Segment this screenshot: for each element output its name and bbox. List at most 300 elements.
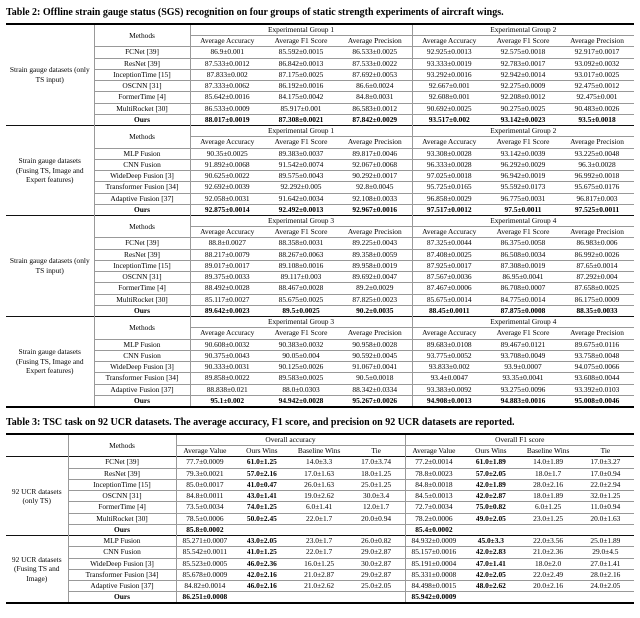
value-cell: 96.292±0.0029: [486, 159, 560, 170]
value-cell: 91.642±0.0034: [264, 193, 338, 204]
method-cell: OSCNN [31]: [94, 81, 190, 92]
value-cell: 89.692±0.0047: [338, 272, 412, 283]
value-cell: 86.992±0.0026: [560, 249, 634, 260]
value-cell: 93.017±0.0025: [560, 69, 634, 80]
value-cell: 90.275±0.0025: [486, 103, 560, 114]
value-cell: 18.0±1.7: [520, 468, 577, 479]
methods-header: Methods: [94, 24, 190, 47]
group-header: Experimental Group 4: [412, 317, 634, 328]
subcol-header: Average F1 Score: [486, 227, 560, 238]
group-header: Experimental Group 1: [190, 24, 412, 36]
value-cell: 92.058±0.0031: [190, 193, 264, 204]
value-cell: 93.35±0.0041: [486, 373, 560, 384]
value-cell: 74.0±1.25: [233, 502, 290, 513]
value-cell: 93.517±0.002: [412, 114, 486, 125]
value-cell: 43.0±2.05: [233, 536, 290, 547]
value-cell: 93.092±0.0032: [560, 58, 634, 69]
value-cell: 96.775±0.0031: [486, 193, 560, 204]
value-cell: 57.0±2.16: [233, 468, 290, 479]
value-cell: 84.775±0.0014: [486, 294, 560, 305]
method-cell: InceptionTime [15]: [68, 479, 176, 490]
value-cell: 96.817±0.003: [560, 193, 634, 204]
value-cell: 95.592±0.0173: [486, 182, 560, 193]
value-cell: [520, 524, 577, 535]
value-cell: 91.542±0.0074: [264, 159, 338, 170]
value-cell: 96.992±0.0018: [560, 171, 634, 182]
value-cell: 43.0±1.41: [233, 491, 290, 502]
value-cell: 95.267±0.0026: [338, 395, 412, 407]
value-cell: 84.82±0.0014: [176, 581, 233, 592]
method-cell: WideDeep Fusion [3]: [94, 171, 190, 182]
value-cell: [577, 524, 634, 535]
method-cell: ResNet [39]: [68, 468, 176, 479]
value-cell: 92.667±0.001: [412, 81, 486, 92]
value-cell: 90.592±0.0045: [338, 350, 412, 361]
group-header: Experimental Group 1: [190, 126, 412, 137]
value-cell: 22.0±2.94: [577, 479, 634, 490]
value-cell: 89.683±0.0108: [412, 339, 486, 350]
table3-caption-text: TSC task on 92 UCR datasets. The average accuracy, F1 score, and precision on 92 UCR datasets are reported.: [42, 416, 515, 428]
method-cell: MLP Fusion: [94, 339, 190, 350]
method-cell: Adaptive Fusion [37]: [94, 384, 190, 395]
value-cell: 86.583±0.0012: [338, 103, 412, 114]
value-cell: 93.4±0.0047: [412, 373, 486, 384]
value-cell: 92.108±0.0033: [338, 193, 412, 204]
value-cell: 87.308±0.0021: [264, 114, 338, 125]
value-cell: 23.0±1.7: [291, 536, 348, 547]
subcol-header: Average Value: [405, 446, 462, 457]
subcol-header: Average Accuracy: [412, 36, 486, 47]
value-cell: 20.0±2.16: [520, 581, 577, 592]
method-cell: Transformer Fusion [34]: [94, 373, 190, 384]
method-cell: Ours: [94, 114, 190, 125]
value-cell: 49.0±2.05: [462, 513, 519, 524]
value-cell: [520, 592, 577, 604]
value-cell: 92.208±0.0012: [486, 92, 560, 103]
subcol-header: Average F1 Score: [264, 328, 338, 339]
value-cell: 86.842±0.0013: [264, 58, 338, 69]
subcol-header: Ours Wins: [462, 446, 519, 457]
value-cell: 92.492±0.0013: [264, 204, 338, 215]
value-cell: 93.142±0.0039: [486, 148, 560, 159]
value-cell: 88.45±0.0011: [412, 305, 486, 316]
group-header: Experimental Group 3: [190, 215, 412, 226]
value-cell: 92.783±0.0017: [486, 58, 560, 69]
subcol-header: Average Accuracy: [412, 227, 486, 238]
value-cell: 90.692±0.0025: [412, 103, 486, 114]
subcol-header: Ours Wins: [233, 446, 290, 457]
value-cell: 90.35±0.0025: [190, 148, 264, 159]
value-cell: 85.8±0.0002: [176, 524, 233, 535]
method-cell: Adaptive Fusion [37]: [68, 581, 176, 592]
value-cell: 96.333±0.0028: [412, 159, 486, 170]
value-cell: [348, 592, 405, 604]
value-cell: 46.0±2.36: [233, 558, 290, 569]
value-cell: 93.308±0.0028: [412, 148, 486, 159]
value-cell: 89.108±0.0016: [264, 260, 338, 271]
value-cell: 22.0±1.7: [291, 547, 348, 558]
value-cell: 85.191±0.0004: [405, 558, 462, 569]
value-cell: 86.192±0.0016: [264, 81, 338, 92]
value-cell: 86.533±0.0009: [190, 103, 264, 114]
value-cell: 93.833±0.002: [412, 362, 486, 373]
row-label-cell: Strain gauge datasets (only TS input): [6, 24, 94, 126]
value-cell: 96.942±0.0019: [486, 171, 560, 182]
value-cell: 85.271±0.0007: [176, 536, 233, 547]
group-header: Experimental Group 4: [412, 215, 634, 226]
value-cell: 92.067±0.0068: [338, 159, 412, 170]
value-cell: 50.0±2.45: [233, 513, 290, 524]
value-cell: 97.517±0.0012: [412, 204, 486, 215]
value-cell: 84.498±0.0015: [405, 581, 462, 592]
value-cell: 92.942±0.0014: [486, 69, 560, 80]
table2-results-table: [6, 23, 634, 408]
method-cell: WideDeep Fusion [3]: [68, 558, 176, 569]
value-cell: 85.117±0.0027: [190, 294, 264, 305]
subcol-header: Average Precision: [338, 328, 412, 339]
value-cell: 41.0±1.25: [233, 547, 290, 558]
value-cell: 14.0±3.3: [291, 457, 348, 468]
method-cell: Ours: [94, 395, 190, 407]
row-label-cell: 92 UCR datasets (Fusing TS and Image): [6, 536, 68, 604]
value-cell: 92.925±0.0013: [412, 47, 486, 58]
value-cell: 23.0±1.25: [520, 513, 577, 524]
subcol-header: Average F1 Score: [264, 227, 338, 238]
value-cell: 18.0±2.0: [520, 558, 577, 569]
value-cell: 88.492±0.0028: [190, 283, 264, 294]
value-cell: 87.408±0.0025: [412, 249, 486, 260]
method-cell: WideDeep Fusion [3]: [94, 362, 190, 373]
value-cell: 25.0±1.89: [577, 536, 634, 547]
value-cell: 94.942±0.0028: [264, 395, 338, 407]
value-cell: 85.917±0.001: [264, 103, 338, 114]
value-cell: 87.925±0.0017: [412, 260, 486, 271]
value-cell: 93.775±0.0052: [412, 350, 486, 361]
subcol-header: Average Accuracy: [190, 227, 264, 238]
value-cell: 93.333±0.0019: [412, 58, 486, 69]
value-cell: 29.0±4.5: [577, 547, 634, 558]
value-cell: 95.725±0.0165: [412, 182, 486, 193]
value-cell: 88.35±0.0033: [560, 305, 634, 316]
value-cell: 90.333±0.0031: [190, 362, 264, 373]
value-cell: 87.842±0.0029: [338, 114, 412, 125]
value-cell: 87.825±0.0023: [338, 294, 412, 305]
value-cell: 89.383±0.0037: [264, 148, 338, 159]
value-cell: 96.858±0.0029: [412, 193, 486, 204]
value-cell: 90.125±0.0026: [264, 362, 338, 373]
value-cell: 46.0±2.16: [233, 581, 290, 592]
value-cell: 77.2±0.0014: [405, 457, 462, 468]
value-cell: 84.175±0.0042: [264, 92, 338, 103]
value-cell: 93.708±0.0049: [486, 350, 560, 361]
table2-caption-label: Table 2:: [6, 7, 41, 18]
subcol-header: Average Accuracy: [190, 328, 264, 339]
value-cell: 95.1±0.002: [190, 395, 264, 407]
method-cell: Ours: [68, 592, 176, 604]
value-cell: 93.9±0.0007: [486, 362, 560, 373]
value-cell: 21.0±2.36: [520, 547, 577, 558]
value-cell: 87.692±0.0053: [338, 69, 412, 80]
value-cell: 87.567±0.0036: [412, 272, 486, 283]
value-cell: 90.292±0.0017: [338, 171, 412, 182]
subcol-header: Average Accuracy: [190, 137, 264, 148]
value-cell: 61.0±1.89: [462, 457, 519, 468]
value-cell: 29.0±2.87: [348, 547, 405, 558]
value-cell: 18.0±1.25: [348, 468, 405, 479]
value-cell: 89.017±0.0017: [190, 260, 264, 271]
row-label-cell: Strain gauge datasets (Fusing TS, Image and Expert features): [6, 126, 94, 216]
value-cell: [291, 524, 348, 535]
value-cell: 86.9±0.001: [190, 47, 264, 58]
value-cell: 85.642±0.0016: [190, 92, 264, 103]
method-cell: ResNet [39]: [94, 249, 190, 260]
value-cell: 86.175±0.0009: [560, 294, 634, 305]
method-cell: Ours: [94, 305, 190, 316]
value-cell: 92.475±0.0012: [560, 81, 634, 92]
subcol-header: Average Precision: [560, 328, 634, 339]
value-cell: 22.0±2.49: [520, 569, 577, 580]
method-cell: CNN Fusion: [94, 159, 190, 170]
method-cell: MLP Fusion: [94, 148, 190, 159]
value-cell: 85.523±0.0005: [176, 558, 233, 569]
subcol-header: Average F1 Score: [486, 36, 560, 47]
subcol-header: Average F1 Score: [264, 137, 338, 148]
value-cell: 85.675±0.0025: [264, 294, 338, 305]
value-cell: 93.292±0.0016: [412, 69, 486, 80]
method-cell: FormerTime [4]: [94, 283, 190, 294]
value-cell: 84.8±0.0011: [176, 491, 233, 502]
value-cell: [233, 592, 290, 604]
value-cell: 28.0±2.16: [577, 569, 634, 580]
method-cell: FCNet [39]: [94, 47, 190, 58]
value-cell: 89.467±0.0121: [486, 339, 560, 350]
method-cell: InceptionTime [15]: [94, 69, 190, 80]
value-cell: 89.858±0.0022: [190, 373, 264, 384]
value-cell: 86.983±0.006: [560, 238, 634, 249]
group-header: Experimental Group 2: [412, 126, 634, 137]
value-cell: 30.0±2.87: [348, 558, 405, 569]
subcol-header: Average F1 Score: [486, 328, 560, 339]
value-cell: 93.383±0.0092: [412, 384, 486, 395]
subcol-header: Average Precision: [338, 227, 412, 238]
subcol-header: Average Accuracy: [412, 137, 486, 148]
value-cell: 20.0±0.94: [348, 513, 405, 524]
value-cell: 97.5±0.0011: [486, 204, 560, 215]
value-cell: 93.392±0.0103: [560, 384, 634, 395]
table3-caption: [6, 417, 634, 429]
value-cell: 92.275±0.0009: [486, 81, 560, 92]
value-cell: 88.0±0.0303: [264, 384, 338, 395]
value-cell: 86.708±0.0007: [486, 283, 560, 294]
value-cell: 88.467±0.0028: [264, 283, 338, 294]
value-cell: 72.7±0.0034: [405, 502, 462, 513]
value-cell: 89.2±0.0029: [338, 283, 412, 294]
value-cell: 90.383±0.0032: [264, 339, 338, 350]
value-cell: 84.8±0.0031: [338, 92, 412, 103]
value-cell: 27.0±1.41: [577, 558, 634, 569]
value-cell: 92.292±0.005: [264, 182, 338, 193]
value-cell: 93.142±0.0023: [486, 114, 560, 125]
row-label-cell: 92 UCR datasets (only TS): [6, 457, 68, 536]
value-cell: 87.467±0.0006: [412, 283, 486, 294]
value-cell: [291, 592, 348, 604]
value-cell: 88.017±0.0019: [190, 114, 264, 125]
row-label-cell: Strain gauge datasets (Fusing TS, Image and Expert features): [6, 317, 94, 407]
value-cell: 88.217±0.0079: [190, 249, 264, 260]
methods-header: Methods: [94, 215, 190, 237]
value-cell: 87.658±0.0025: [560, 283, 634, 294]
value-cell: 94.908±0.0013: [412, 395, 486, 407]
method-cell: MultiRocket [30]: [68, 513, 176, 524]
value-cell: 89.958±0.0019: [338, 260, 412, 271]
value-cell: [462, 524, 519, 535]
value-cell: [462, 592, 519, 604]
value-cell: 89.575±0.0043: [264, 171, 338, 182]
value-cell: 90.958±0.0028: [338, 339, 412, 350]
value-cell: 41.0±0.47: [233, 479, 290, 490]
value-cell: 93.275±0.0096: [486, 384, 560, 395]
table3-results-table: [6, 433, 634, 605]
value-cell: 86.6±0.0024: [338, 81, 412, 92]
value-cell: 89.817±0.0046: [338, 148, 412, 159]
value-cell: 87.292±0.004: [560, 272, 634, 283]
value-cell: 92.917±0.0017: [560, 47, 634, 58]
method-cell: MultiRocket [30]: [94, 294, 190, 305]
value-cell: 87.325±0.0044: [412, 238, 486, 249]
subcol-header: Tie: [348, 446, 405, 457]
value-cell: 42.0±2.05: [462, 569, 519, 580]
value-cell: [233, 524, 290, 535]
method-cell: FCNet [39]: [94, 238, 190, 249]
value-cell: 95.675±0.0176: [560, 182, 634, 193]
value-cell: 97.025±0.0018: [412, 171, 486, 182]
value-cell: 61.0±1.25: [233, 457, 290, 468]
subcol-header: Average Precision: [560, 137, 634, 148]
value-cell: 28.0±2.16: [520, 479, 577, 490]
value-cell: 26.0±0.82: [348, 536, 405, 547]
value-cell: 6.0±1.25: [520, 502, 577, 513]
value-cell: 85.331±0.0008: [405, 569, 462, 580]
value-cell: 87.833±0.002: [190, 69, 264, 80]
value-cell: 85.592±0.0015: [264, 47, 338, 58]
method-cell: FCNet [39]: [68, 457, 176, 468]
method-cell: CNN Fusion: [68, 547, 176, 558]
subcol-header: Baseline Wins: [291, 446, 348, 457]
value-cell: 75.0±0.82: [462, 502, 519, 513]
corner-cell: [6, 434, 68, 457]
value-cell: 84.8±0.0018: [405, 479, 462, 490]
value-cell: 42.0±2.83: [462, 547, 519, 558]
value-cell: 6.0±1.41: [291, 502, 348, 513]
value-cell: 85.942±0.0009: [405, 592, 462, 604]
group-header: Experimental Group 2: [412, 24, 634, 36]
value-cell: 25.0±2.05: [348, 581, 405, 592]
value-cell: 20.0±1.63: [577, 513, 634, 524]
value-cell: 78.5±0.0006: [176, 513, 233, 524]
value-cell: 92.575±0.0018: [486, 47, 560, 58]
value-cell: 42.0±1.89: [462, 479, 519, 490]
value-cell: 89.5±0.0025: [264, 305, 338, 316]
value-cell: 89.375±0.0033: [190, 272, 264, 283]
value-cell: 79.3±0.0021: [176, 468, 233, 479]
method-cell: InceptionTime [15]: [94, 260, 190, 271]
value-cell: 17.0±3.74: [348, 457, 405, 468]
subcol-header: Average Value: [176, 446, 233, 457]
value-cell: 90.375±0.0043: [190, 350, 264, 361]
subcol-header: Average Precision: [338, 137, 412, 148]
value-cell: 90.625±0.0022: [190, 171, 264, 182]
value-cell: 11.0±0.94: [577, 502, 634, 513]
method-cell: FormerTime [4]: [68, 502, 176, 513]
value-cell: 16.0±1.25: [291, 558, 348, 569]
value-cell: 87.533±0.0022: [338, 58, 412, 69]
value-cell: 85.4±0.0002: [405, 524, 462, 535]
value-cell: 78.8±0.0023: [405, 468, 462, 479]
table3-caption-label: Table 3:: [6, 416, 41, 428]
value-cell: 86.533±0.0025: [338, 47, 412, 58]
subcol-header: Average F1 Score: [486, 137, 560, 148]
value-cell: 88.838±0.021: [190, 384, 264, 395]
method-cell: CNN Fusion: [94, 350, 190, 361]
method-cell: Ours: [94, 204, 190, 215]
value-cell: 32.0±1.25: [577, 491, 634, 502]
value-cell: 97.525±0.0011: [560, 204, 634, 215]
value-cell: 78.2±0.0006: [405, 513, 462, 524]
value-cell: 89.358±0.0059: [338, 249, 412, 260]
value-cell: 89.642±0.0023: [190, 305, 264, 316]
paper-page: [6, 7, 634, 604]
group-header: Overall accuracy: [176, 434, 405, 446]
value-cell: 85.542±0.0011: [176, 547, 233, 558]
value-cell: 17.0±3.27: [577, 457, 634, 468]
subcol-header: Baseline Wins: [520, 446, 577, 457]
subcol-header: Average Precision: [560, 36, 634, 47]
value-cell: 73.5±0.0034: [176, 502, 233, 513]
value-cell: 90.608±0.0032: [190, 339, 264, 350]
method-cell: OSCNN [31]: [68, 491, 176, 502]
value-cell: 92.875±0.0014: [190, 204, 264, 215]
value-cell: 91.892±0.0068: [190, 159, 264, 170]
value-cell: 42.0±2.16: [233, 569, 290, 580]
value-cell: 85.0±0.0017: [176, 479, 233, 490]
value-cell: 30.0±3.4: [348, 491, 405, 502]
value-cell: 92.692±0.0039: [190, 182, 264, 193]
value-cell: 57.0±2.05: [462, 468, 519, 479]
value-cell: 93.758±0.0048: [560, 350, 634, 361]
value-cell: 47.0±1.41: [462, 558, 519, 569]
group-header: Experimental Group 3: [190, 317, 412, 328]
value-cell: 90.05±0.004: [264, 350, 338, 361]
value-cell: 77.7±0.0009: [176, 457, 233, 468]
method-cell: OSCNN [31]: [94, 272, 190, 283]
value-cell: 92.475±0.001: [560, 92, 634, 103]
value-cell: 87.65±0.0014: [560, 260, 634, 271]
method-cell: Ours: [68, 524, 176, 535]
value-cell: 87.308±0.0019: [486, 260, 560, 271]
value-cell: 17.0±0.94: [577, 468, 634, 479]
row-label-cell: Strain gauge datasets (only TS input): [6, 215, 94, 316]
value-cell: 85.675±0.0014: [412, 294, 486, 305]
value-cell: 21.0±2.87: [291, 569, 348, 580]
value-cell: 96.3±0.0028: [560, 159, 634, 170]
value-cell: 48.0±2.62: [462, 581, 519, 592]
value-cell: 18.0±1.89: [520, 491, 577, 502]
value-cell: 14.0±1.89: [520, 457, 577, 468]
value-cell: 86.95±0.0041: [486, 272, 560, 283]
value-cell: 87.175±0.0025: [264, 69, 338, 80]
value-cell: 19.0±2.62: [291, 491, 348, 502]
value-cell: 86.251±0.0008: [176, 592, 233, 604]
